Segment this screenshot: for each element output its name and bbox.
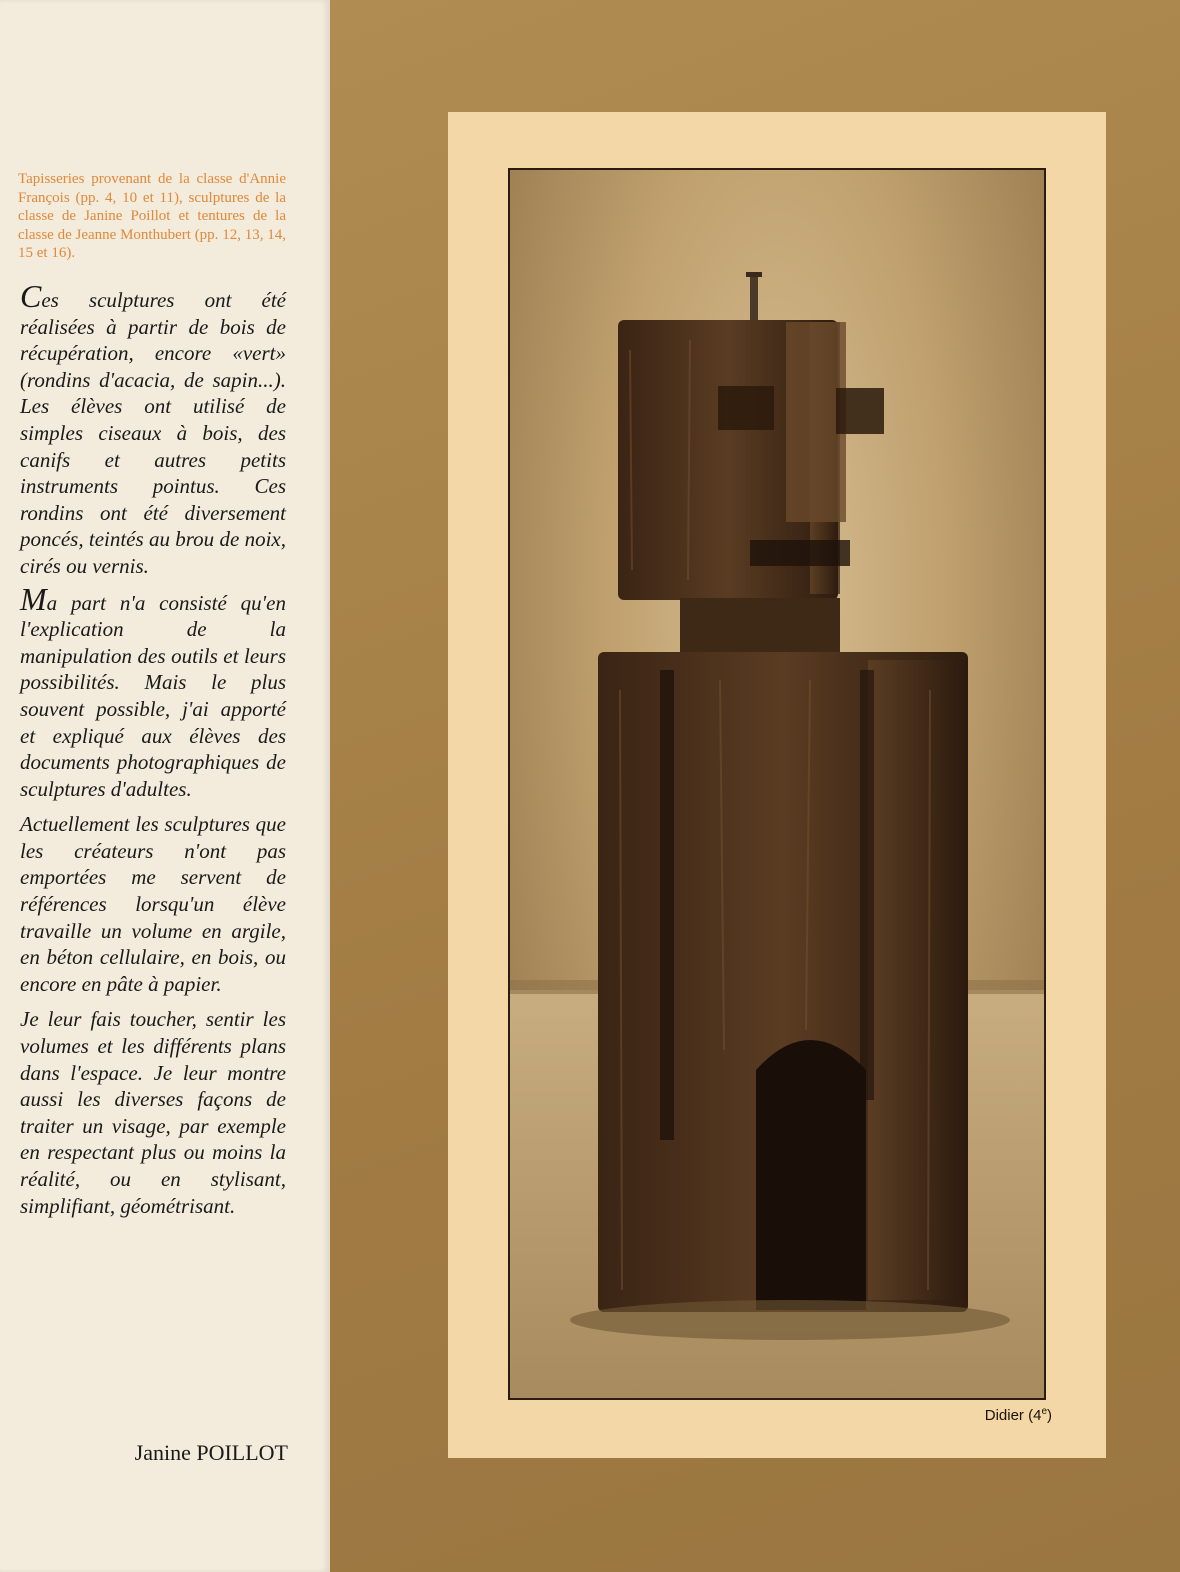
credit-name: Didier (4 <box>984 1407 1042 1424</box>
sculpture-mouth <box>750 540 850 566</box>
paragraph-4: Je leur fais toucher, sentir les volumes et les différents plans dans l'espace. Je leur montre aussi les diverses façons de traiter un visage, par exemple en respectant plus ou moins la réalité, ou en stylisant, simplifiant, géométrisant. <box>20 1007 286 1218</box>
paragraph-2 <box>20 580 286 803</box>
sculpture-neck <box>680 598 840 654</box>
photo-caption: Tapisseries provenant de la classe d'Annie François (pp. 4, 10 et 11), sculptures de la classe de Janine Poillot et tentures de la classe de Jeanne Monthubert (pp. 12, 13, 14, 15 et 16). <box>18 171 286 261</box>
paragraph-2-text: a part n'a consisté qu'en l'explication de la manipulation des outils et leurs possibilités. Mais le plus souvent possible, j'ai apporté et expliqué aux élèves des documents photographiques de sculptures d'adultes. <box>20 590 286 801</box>
sculpture-shadow <box>570 1300 1010 1340</box>
credit-superscript: e <box>1041 1406 1047 1417</box>
paragraph-1-text: es sculptures ont été réalisées à partir de bois de récupération, encore «vert» (rondins d'acacia, de sapin...). Les élèves ont utilisé de simples ciseaux à bois, des canifs et autres petits instruments pointus. Ces rondins ont été diversement poncés, teintés au brou de noix, cirés ou vernis. <box>20 288 286 578</box>
nail <box>750 274 758 324</box>
dropcap-c: C <box>20 278 42 314</box>
photo-credit <box>940 1406 1052 1424</box>
text-column <box>0 0 330 1572</box>
wooden-sculpture-illustration <box>510 170 1044 1398</box>
paragraph-3: Actuellement les sculptures que les créateurs n'ont pas emportées me servent de références lorsqu'un élève travaille un volume en argile, en béton cellulaire, en bois, ou encore en pâte à papier. <box>20 812 286 996</box>
sculpture-eye-right <box>836 388 884 434</box>
dropcap-m: M <box>20 580 47 617</box>
paragraph-1 <box>20 278 286 580</box>
sculpture-photo <box>508 168 1046 1400</box>
credit-close: ) <box>1047 1407 1052 1424</box>
sculpture-leg-gap <box>756 1040 866 1310</box>
article-body <box>20 278 286 1228</box>
author-signature: Janine POILLOT <box>134 1440 288 1465</box>
sculpture-eye-left <box>718 386 774 430</box>
